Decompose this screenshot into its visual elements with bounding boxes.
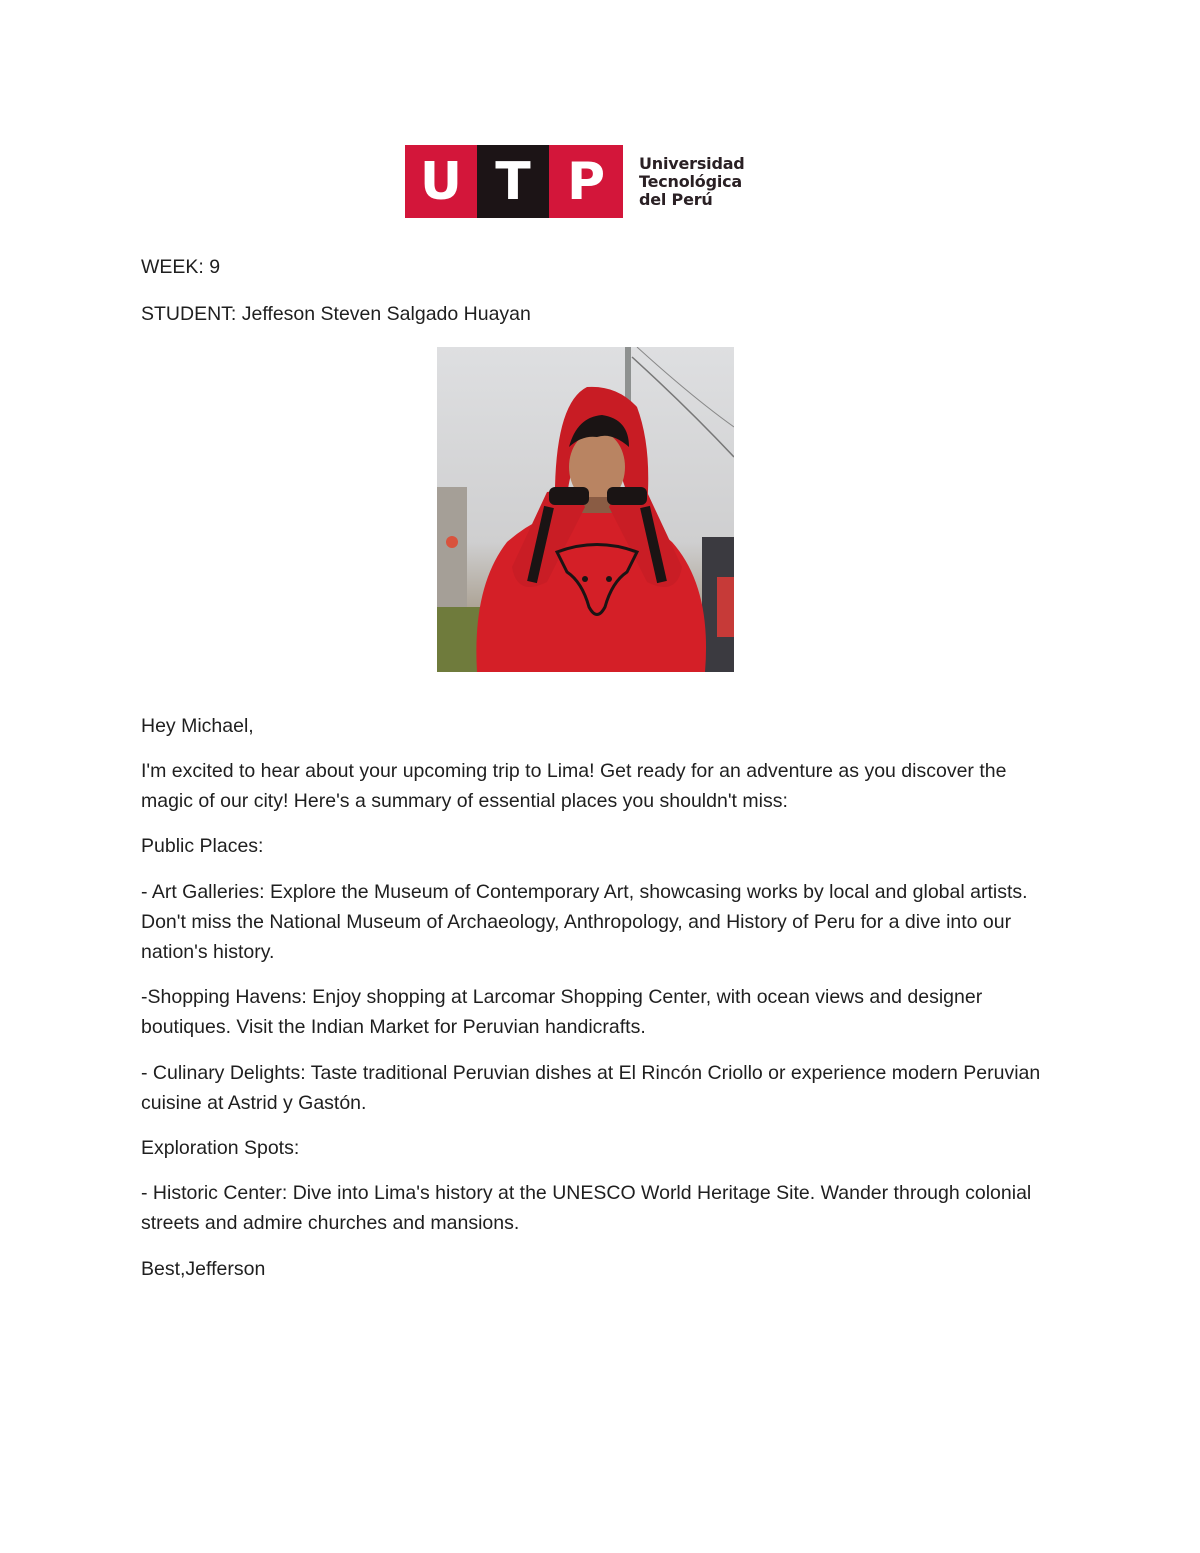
culinary-paragraph: - Culinary Delights: Taste traditional Peruvian dishes at El Rincón Criollo or experience modern Peruvian cuisine at Astrid y Gastón. bbox=[141, 1062, 1041, 1114]
week-label: WEEK: 9 bbox=[141, 256, 221, 278]
student-photo bbox=[437, 347, 734, 672]
logo-letter-t: T bbox=[477, 145, 549, 218]
signoff: Best,Jefferson bbox=[141, 1258, 266, 1280]
logo-university-name bbox=[639, 145, 745, 218]
shopping-paragraph: -Shopping Havens: Enjoy shopping at Larcomar Shopping Center, with ocean views and designer boutiques. Visit the Indian Market for Peruvian handicrafts. bbox=[141, 986, 983, 1038]
student-label: STUDENT: Jeffeson Steven Salgado Huayan bbox=[141, 303, 531, 325]
logo-name-line: Tecnológica bbox=[639, 171, 743, 191]
logo-name-line: del Perú bbox=[639, 189, 713, 209]
utp-logo bbox=[405, 145, 745, 218]
art-galleries-paragraph: - Art Galleries: Explore the Museum of Contemporary Art, showcasing works by local and global artists. Don't miss the National Museum of Archaeology, Anthropology, and History of Peru for a dive into our nation's history. bbox=[141, 881, 1028, 963]
historic-center-paragraph: - Historic Center: Dive into Lima's history at the UNESCO World Heritage Site. Wander through colonial streets and admire churches and mansions. bbox=[141, 1182, 1032, 1234]
intro-paragraph: I'm excited to hear about your upcoming trip to Lima! Get ready for an adventure as you discover the magic of our city! Here's a summary of essential places you shouldn't miss: bbox=[141, 760, 1007, 812]
logo-name-line: Universidad bbox=[639, 153, 745, 173]
logo-letter-u: U bbox=[405, 145, 477, 218]
logo-letter-p: P bbox=[549, 145, 623, 218]
exploration-heading: Exploration Spots: bbox=[141, 1137, 300, 1159]
greeting: Hey Michael, bbox=[141, 715, 254, 737]
public-places-heading: Public Places: bbox=[141, 835, 264, 857]
